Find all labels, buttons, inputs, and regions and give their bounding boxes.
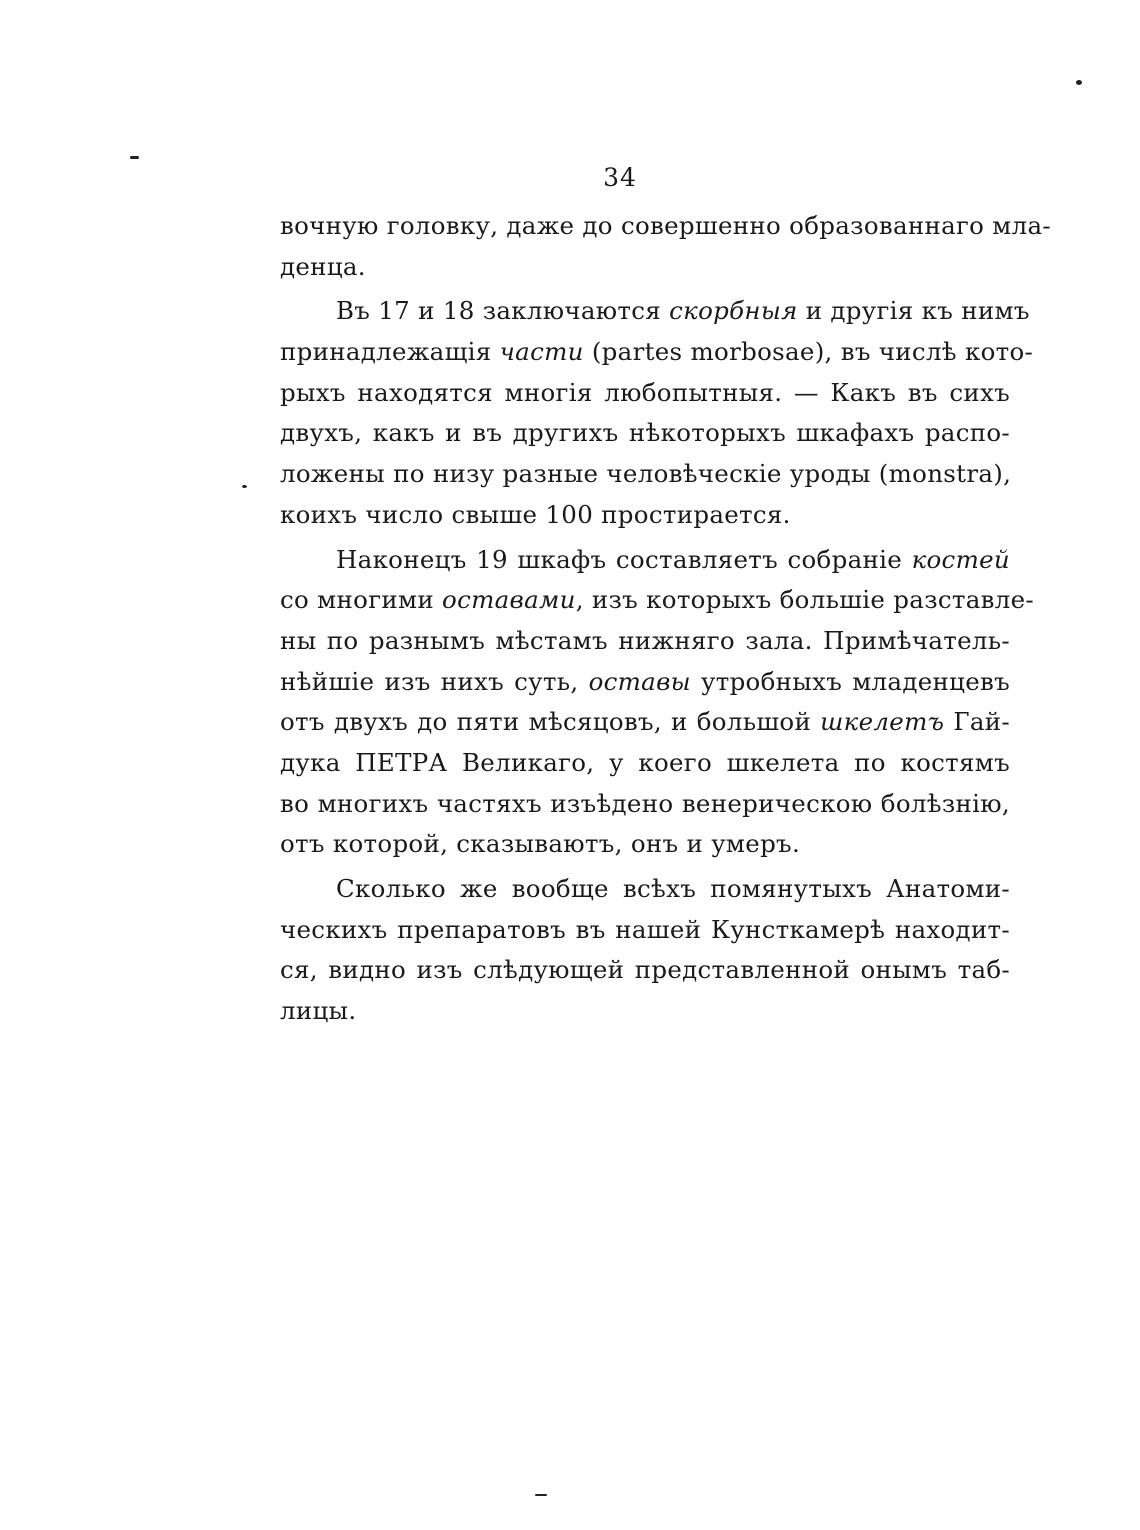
text-line: отъ которой, сказываютъ, онъ и умеръ. <box>280 829 801 859</box>
paragraph <box>280 540 1034 866</box>
text-line: ложены по низу разные человѣческіе уроды (monstra), <box>280 459 1012 489</box>
italic-term: костей <box>911 544 1010 574</box>
text-line: денца. <box>280 251 366 281</box>
text-line <box>280 540 1010 581</box>
italic-term: шкелетъ <box>820 707 945 737</box>
scan-speck <box>535 1494 547 1496</box>
italic-term: скорбныя <box>669 296 798 326</box>
text-line: ческихъ препаратовъ въ нашей Кунсткамерѣ находит- <box>280 914 1010 944</box>
text-run: утробныхъ младенцевъ <box>690 666 1010 696</box>
text-line <box>280 662 1010 703</box>
scan-speck <box>1076 80 1082 85</box>
text-line: ся, видно изъ слѣдующей представленной онымъ таб- <box>280 955 1010 985</box>
text-line: ны по разнымъ мѣстамъ нижняго зала. Примѣчатель- <box>280 625 1010 655</box>
text-run: Въ 17 и 18 заключаются <box>336 296 670 326</box>
text-line <box>280 580 1034 621</box>
text-run: отъ двухъ до пяти мѣсяцовъ, и большой <box>280 707 821 737</box>
text-line: Сколько же вообще всѣхъ помянутыхъ Анатоми- <box>336 874 1010 903</box>
text-run: , изъ которыхъ большіе разставле- <box>575 585 1034 615</box>
paragraph <box>280 869 1010 1032</box>
italic-term: части <box>499 337 584 367</box>
text-line: рыхъ находятся многія любопытныя. — Какъ въ сихъ <box>280 377 1010 407</box>
page-number: 34 <box>603 163 637 192</box>
text-run: (partes morbosae), въ числѣ кото- <box>583 337 1034 367</box>
paragraph <box>280 291 1034 535</box>
text-line: дука ПЕТРА Великаго, у коего шкелета по костямъ <box>280 747 1010 777</box>
text-line: коихъ число свыше 100 простирается. <box>280 499 791 529</box>
italic-term: оставами <box>442 585 576 615</box>
text-run: Наконецъ 19 шкафъ составляетъ собраніе <box>336 544 912 574</box>
text-line: во многихъ частяхъ изъѣдено венерическою болѣзнію, <box>280 788 1010 818</box>
body-text <box>280 206 1052 1032</box>
text-run: со многими <box>280 585 443 615</box>
text-run: принадлежащія <box>280 337 500 367</box>
text-line: двухъ, какъ и въ другихъ нѣкоторыхъ шкафахъ распо- <box>280 418 1010 448</box>
text-line <box>280 702 1010 743</box>
text-run: и другія къ нимъ <box>797 296 1030 326</box>
paragraph <box>280 206 1052 287</box>
text-line <box>280 332 1034 373</box>
scan-speck <box>242 485 247 488</box>
text-run: Гай- <box>944 707 1010 737</box>
text-line <box>280 291 1030 332</box>
scan-speck <box>130 156 139 159</box>
italic-term: оставы <box>588 666 691 696</box>
text-line: лицы. <box>280 996 357 1026</box>
text-line: вочную головку, даже до совершенно образованнаго мла- <box>280 211 1052 240</box>
text-run: нѣйшіе изъ нихъ суть, <box>280 666 589 696</box>
